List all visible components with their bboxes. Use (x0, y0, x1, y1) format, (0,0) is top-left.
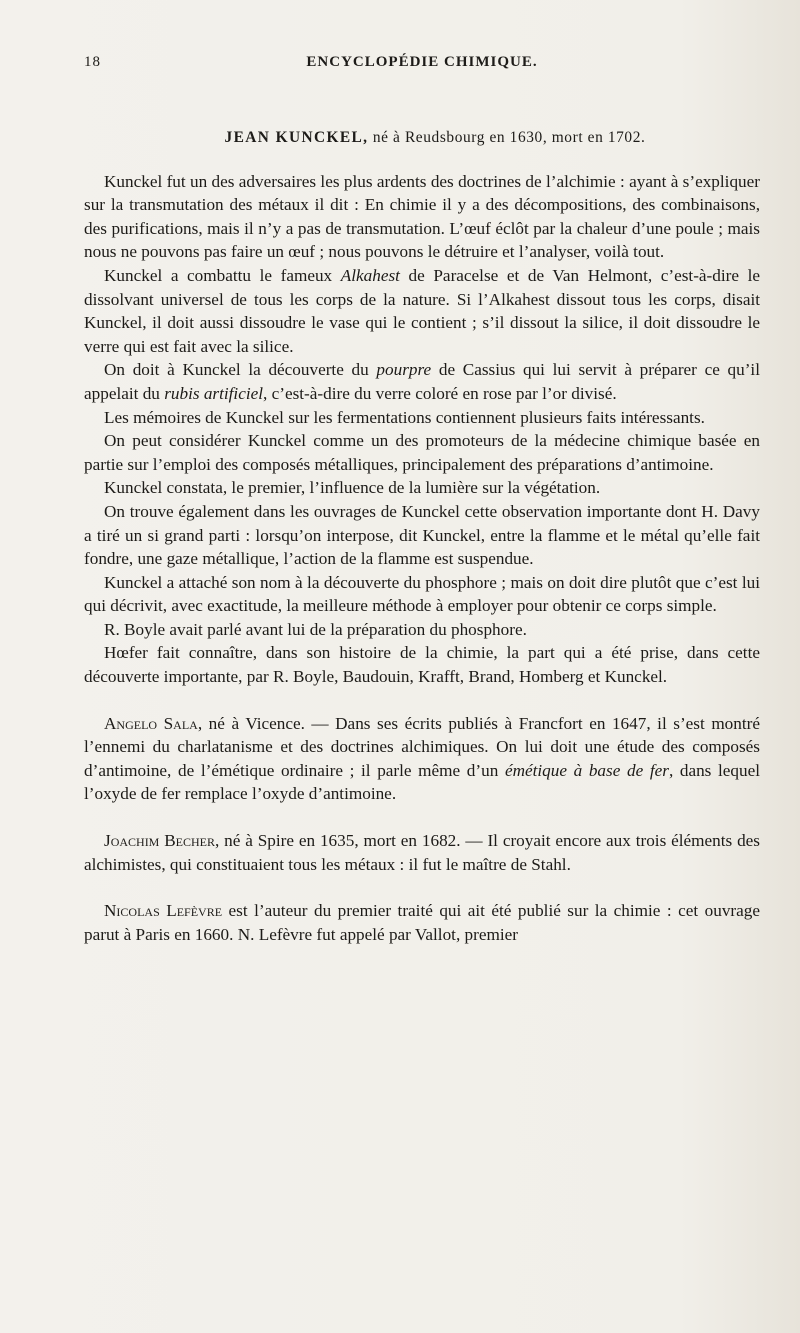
alkahest-text-1: Kunckel a combattu le fameux (104, 265, 341, 285)
section-gap (84, 876, 760, 899)
paragraph-hoefer: Hœfer fait connaître, dans son histoire de la chimie, la part qui a été prise, dans cette découverte importante, par R. Boyle, Baudouin, Krafft, Brand, Homberg et Kunckel. (84, 643, 760, 687)
becher-text: né à Spire en 1635, mort en 1682. — Il croyait encore aux trois éléments des alchimistes, qui constituaient tous les métaux : il fut le maître de Stahl. (84, 831, 760, 874)
alkahest-text-2: de Paracelse et de Van Helmont, c’est-à-dire le dissolvant universel de tous les corps de la nature. Si l’Alkahest dissout tous les corps, disait Kunckel, il doit aussi dissoudre le vase qui le contient ; s’il dissout la silice, il doit dissoudre le verre qui est fait avec la silice. (84, 265, 760, 356)
paragraph-alkahest (84, 264, 760, 358)
paragraph-fermentations: Les mémoires de Kunckel sur les fermentations contiennent plusieurs faits intéressants. (104, 407, 705, 427)
pourpre-text-3: , c’est-à-dire du verre coloré en rose par l’or divisé. (263, 383, 617, 403)
page-body (84, 126, 760, 946)
paragraph-davy: On trouve également dans les ouvrages de Kunckel cette observation importante dont H. Davy a tiré un si grand parti : lorsqu’on interpose, dit Kunckel, entre la flamme et le métal qu’elle fait fondre, une gaze métallique, l’action de la flamme est suspendue. (84, 501, 760, 569)
section-gap (84, 689, 760, 712)
entry-name-sala: Angelo Sala, (104, 713, 203, 733)
heading-name: JEAN KUNCKEL, (224, 129, 369, 146)
entry-sala (84, 712, 760, 806)
heading-dates: né à Reudsbourg en 1630, mort en 1702. (368, 129, 646, 146)
section-heading-kunckel (84, 126, 760, 150)
paragraph-transmutation: Kunckel fut un des adversaires les plus ardents des doctrines de l’alchimie : ayant à s’expliquer sur la transmutation des métaux il dit : En chimie il y a des décompositions, des combinaisons, des purifications, mais il n’y a pas de transmutation. L’œuf éclôt par la chaleur d’une poule ; mais nous ne pouvons pas faire un œuf ; nous pouvons le détruire et l’analyser, voilà tout. (84, 171, 760, 262)
entry-name-becher: Joachim Becher, (104, 831, 220, 851)
rubis-term: rubis artificiel (164, 383, 264, 403)
pourpre-text-1: On doit à Kunckel la découverte du (104, 360, 377, 380)
paragraph-phosphore: Kunckel a attaché son nom à la découverte du phosphore ; mais on doit dire plutôt que c’est lui qui décrivit, avec exactitude, la meilleure méthode à employer pour obtenir ce corps simple. (84, 572, 760, 616)
sala-term: émétique à base de fer (504, 760, 669, 780)
section-gap (84, 806, 760, 829)
pourpre-text-2: de Cassius qui lui servit à préparer ce qu’il appelait du (84, 360, 760, 403)
entry-becher (84, 829, 760, 876)
page-number: 18 (84, 54, 101, 70)
paragraph-medecine: On peut considérer Kunckel comme un des promoteurs de la médecine chimique basée en partie sur l’emploi des composés métalliques, principalement des préparations d’antimoine. (84, 431, 760, 474)
pourpre-term: pourpre (376, 360, 432, 380)
running-title: ENCYCLOPÉDIE CHIMIQUE. (306, 54, 538, 70)
page-header (84, 54, 760, 78)
paragraph-lumiere: Kunckel constata, le premier, l’influence de la lumière sur la végétation. (104, 478, 601, 498)
entry-lefevre (84, 899, 760, 946)
lefevre-text: est l’auteur du premier traité qui ait été publié sur la chimie : cet ouvrage parut à Paris en 1660. N. Lefèvre fut appelé par Vallot, premier (84, 901, 760, 944)
entry-name-lefevre: Nicolas Lefèvre (104, 901, 223, 921)
sala-text-1: né à Vicence. — Dans ses écrits publiés à Francfort en 1647, il s’est montré l’ennemi du charlatanisme et des doctrines alchimiques. On lui doit une étude des composés d’antimoine, de l’émétique ordinaire ; il parle même d’un (84, 713, 760, 780)
paragraph-pourpre (84, 358, 760, 405)
alkahest-term: Alkahest (340, 265, 400, 285)
paragraph-boyle: R. Boyle avait parlé avant lui de la préparation du phosphore. (104, 619, 527, 639)
sala-text-2: , dans lequel l’oxyde de fer remplace l’oxyde d’antimoine. (84, 760, 760, 804)
